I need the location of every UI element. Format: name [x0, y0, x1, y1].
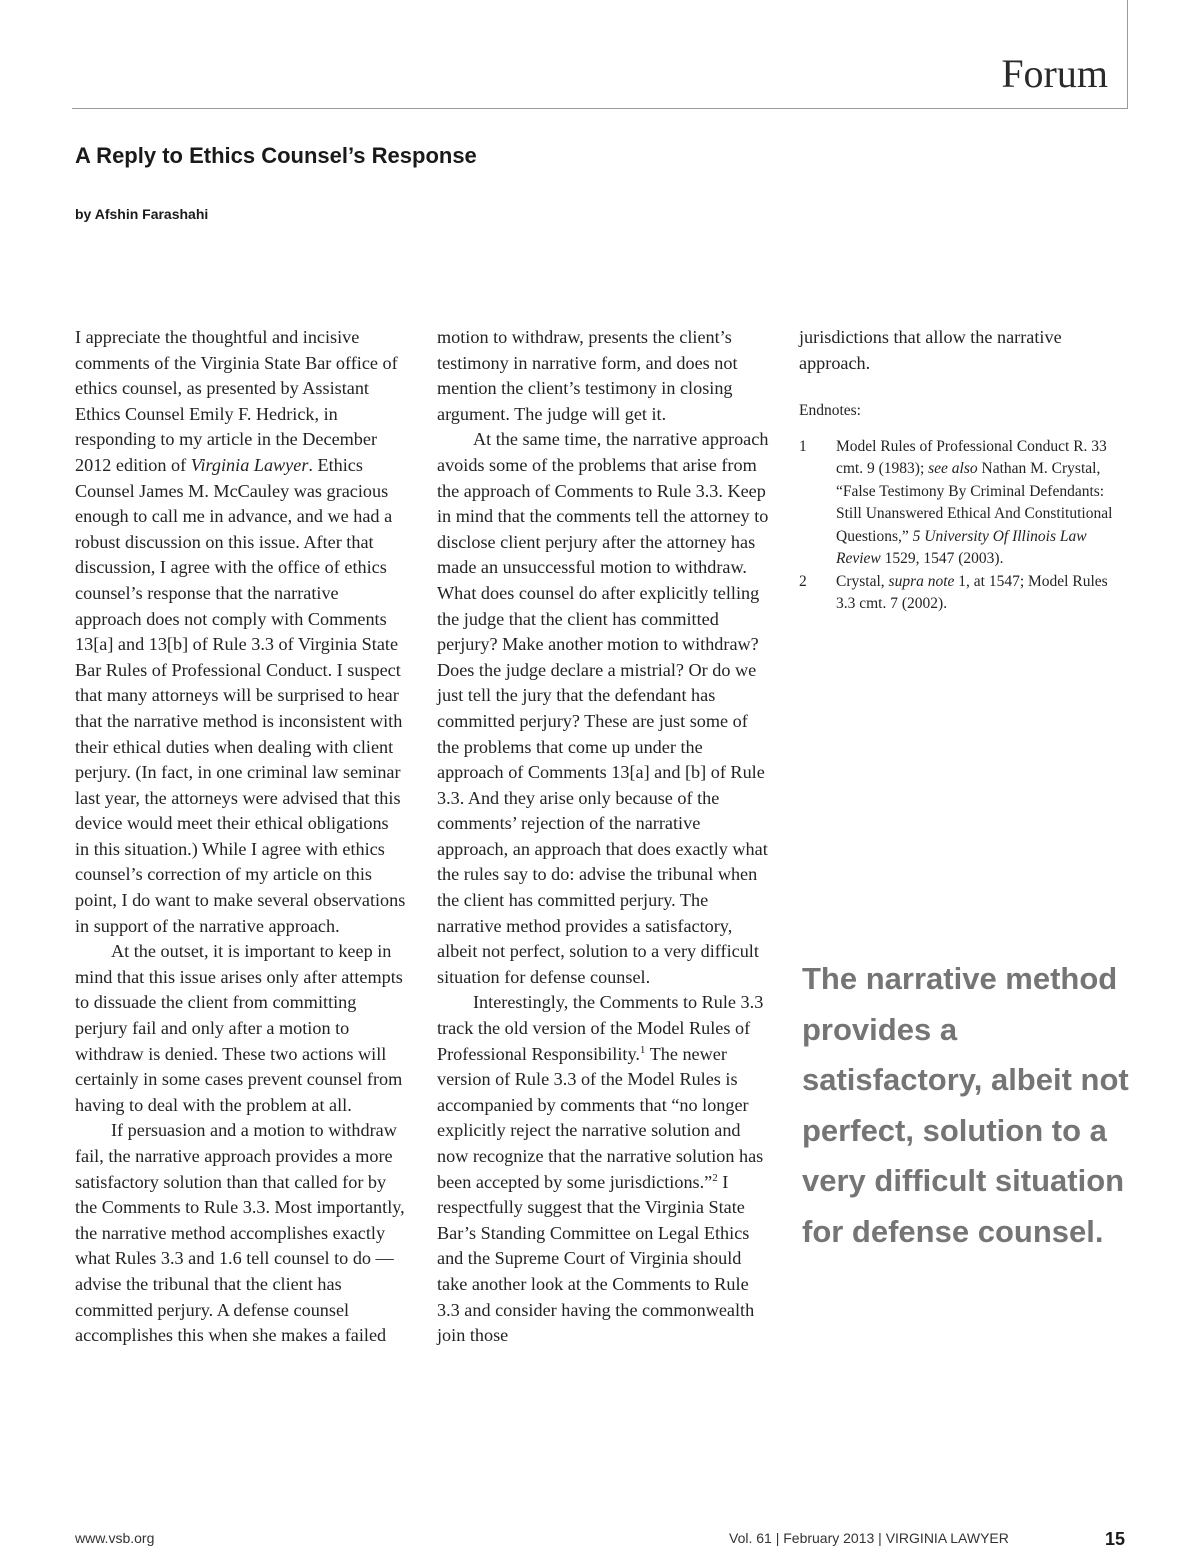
article-title: A Reply to Ethics Counsel’s Response [75, 143, 477, 168]
endnote-number: 1 [799, 437, 807, 455]
paragraph: I appreciate the thoughtful and incisive comments of the Virginia State Bar office of ethics counsel, as presented by Assistant Ethics Counsel Emily F. Hedrick, in responding to my article in the December 2012 edition of Virginia Lawyer. Ethics Counsel James M. McCauley was gracious enough to call me in advance, and we had a robust discussion on this issue. After that discussion, I agree with the office of ethics counsel’s response that the narrative approach does not comply with Comments 13[a] and 13[b] of Rule 3.3 of Virginia State Bar Rules of Professional Conduct. I suspect that many attorneys will be surprised to hear that the narrative method is inconsistent with their ethical duties when dealing with client perjury. (In fact, in one criminal law seminar last year, the attorneys were advised that this device would meet their ethical obligations in this situation.) While I agree with ethics counsel’s correction of my article on this point, I do want to make several observations in support of the narrative approach. [75, 327, 406, 936]
endnote-text: Model Rules of Professional Conduct R. 33 cmt. 9 (1983); see also Nathan M. Crystal, “False Testimony By Criminal Defendants: Still Unanswered Ethical And Constitutional Questions,” 5 University Of Illinois Law Review 1529, 1547 (2003). [836, 437, 1113, 568]
footnote-ref-2[interactable]: 2 [712, 1171, 718, 1184]
footer-website[interactable]: www.vsb.org [75, 1530, 155, 1546]
endnote-number: 2 [799, 572, 807, 590]
endnote-text: Crystal, supra note 1, at 1547; Model Rules 3.3 cmt. 7 (2002). [836, 572, 1108, 613]
endnote-1 [799, 436, 1129, 571]
paragraph: If persuasion and a motion to withdraw fail, the narrative approach provides a more satisfactory solution than that called for by the Comments to Rule 3.3. Most importantly, the narrative method accomplishes exactly what Rules 3.3 and 1.6 tell counsel to do — advise the tribunal that the client has committed perjury. A defense counsel accomplishes this when she makes a failed [75, 1120, 405, 1346]
header-vertical-rule [1127, 0, 1128, 109]
section-label: Forum [1001, 51, 1108, 96]
paragraph: jurisdictions that allow the narrative approach. [799, 327, 1062, 373]
column-2 [437, 325, 769, 1349]
pull-quote: The narrative method provides a satisfactory, albeit not perfect, solution to a very difficult situation for defense counsel. [802, 961, 1129, 1249]
endnotes-heading: Endnotes: [799, 402, 861, 420]
column-1 [75, 325, 407, 1349]
page-number: 15 [1104, 1529, 1125, 1549]
endnote-2 [799, 571, 1129, 616]
publication-title: Virginia Lawyer [190, 454, 309, 475]
footer-issue-info: Vol. 61 | February 2013 | VIRGINIA LAWYER [729, 1530, 1009, 1546]
footnote-ref-1[interactable]: 1 [639, 1043, 646, 1056]
paragraph: Interestingly, the Comments to Rule 3.3 track the old version of the Model Rules of Professional Responsibility.$^1$ The newer version of Rule 3.3 of the Model Rules is accompanied by comments that “no longer explicitly reject the narrative solution and now recognize that the narrative solution has been accepted by some jurisdictions.”$^2$ I respectfully suggest that the Virginia State Bar’s Standing Committee on Legal Ethics and the Supreme Court of Virginia should take another look at the Comments to Rule 3.3 and consider having the commonwealth join those [437, 992, 764, 1346]
header-rule [72, 108, 1128, 109]
article-byline: by Afshin Farashahi [75, 206, 209, 222]
paragraph: motion to withdraw, presents the client’s testimony in narrative form, and does not mention the client’s testimony in closing argument. The judge will get it. [437, 327, 738, 424]
paragraph: At the same time, the narrative approach avoids some of the problems that arise from the approach of Comments to Rule 3.3. Keep in mind that the comments tell the attorney to disclose client perjury after the attorney has made an unsuccessful motion to withdraw. What does counsel do after explicitly telling the judge that the client has committed perjury? Make another motion to withdraw? Does the judge declare a mistrial? Or do we just tell the jury that the defendant has committed perjury? These are just some of the problems that come up under the approach of Comments 13[a] and [b] of Rule 3.3. And they arise only because of the comments’ rejection of the narrative approach, an approach that does exactly what the rules say to do: advise the tribunal when the client has committed perjury. The narrative method provides a satisfactory, albeit not perfect, solution to a very difficult situation for defense counsel. [437, 429, 769, 987]
column-3 [799, 325, 1129, 616]
paragraph: At the outset, it is important to keep in mind that this issue arises only after attempts to dissuade the client from committing perjury fail and only after a motion to withdraw is denied. These two actions will certainly in some cases prevent counsel from having to deal with the problem at all. [75, 941, 403, 1115]
